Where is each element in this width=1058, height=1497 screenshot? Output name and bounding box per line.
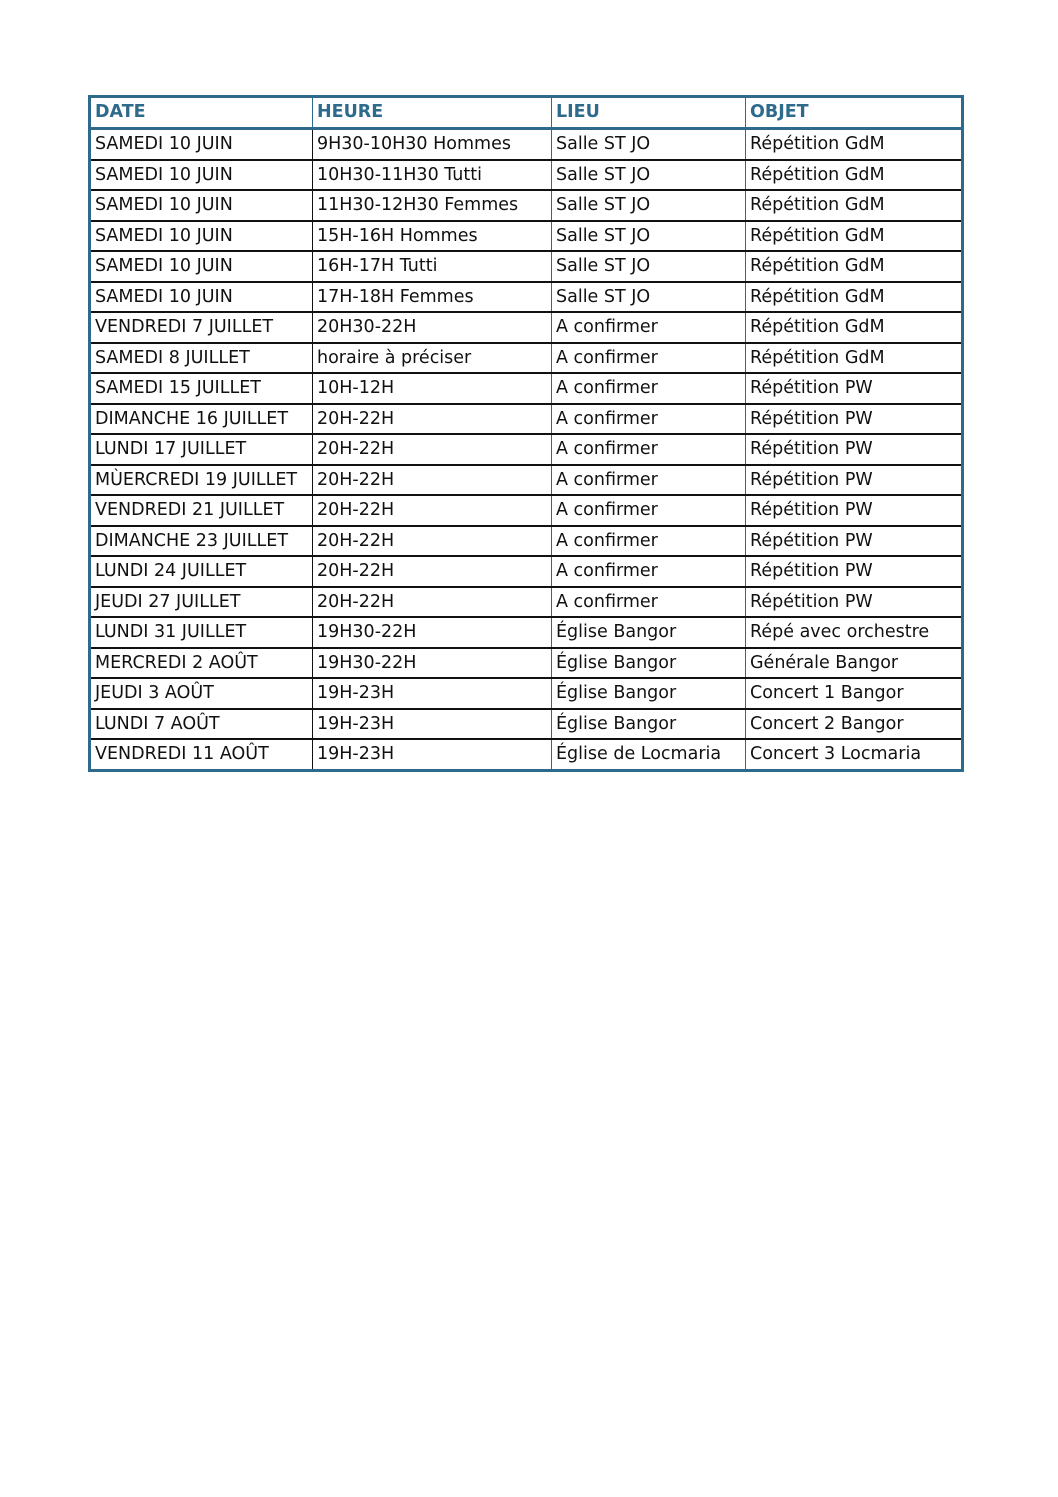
heure-cell: 17H-18H Femmes <box>313 282 552 313</box>
lieu-cell: Église de Locmaria <box>552 739 746 770</box>
objet-cell: Répétition GdM <box>746 251 963 282</box>
table-row <box>90 434 963 465</box>
objet-cell: Répétition PW <box>746 373 963 404</box>
date-cell: SAMEDI 10 JUIN <box>90 282 313 313</box>
lieu-cell: Église Bangor <box>552 709 746 740</box>
date-cell: SAMEDI 8 JUILLET <box>90 343 313 374</box>
date-cell: VENDREDI 11 AOÛT <box>90 739 313 770</box>
lieu-cell: A confirmer <box>552 434 746 465</box>
header-date: DATE <box>90 97 313 129</box>
lieu-cell: Église Bangor <box>552 648 746 679</box>
lieu-cell: A confirmer <box>552 556 746 587</box>
objet-cell: Répétition PW <box>746 587 963 618</box>
table-row <box>90 282 963 313</box>
date-cell: SAMEDI 10 JUIN <box>90 221 313 252</box>
date-cell: JEUDI 3 AOÛT <box>90 678 313 709</box>
objet-cell: Répétition GdM <box>746 129 963 160</box>
table-header <box>90 97 963 129</box>
table-body <box>90 129 963 771</box>
heure-cell: 20H-22H <box>313 404 552 435</box>
date-cell: SAMEDI 10 JUIN <box>90 160 313 191</box>
objet-cell: Concert 2 Bangor <box>746 709 963 740</box>
lieu-cell: A confirmer <box>552 404 746 435</box>
objet-cell: Répétition GdM <box>746 343 963 374</box>
date-cell: JEUDI 27 JUILLET <box>90 587 313 618</box>
heure-cell: 10H-12H <box>313 373 552 404</box>
date-cell: MÙERCREDI 19 JUILLET <box>90 465 313 496</box>
header-lieu: LIEU <box>552 97 746 129</box>
objet-cell: Répétition PW <box>746 434 963 465</box>
date-cell: SAMEDI 10 JUIN <box>90 251 313 282</box>
heure-cell: 20H30-22H <box>313 312 552 343</box>
heure-cell: 20H-22H <box>313 495 552 526</box>
objet-cell: Concert 1 Bangor <box>746 678 963 709</box>
header-heure: HEURE <box>313 97 552 129</box>
table-row <box>90 495 963 526</box>
table-row <box>90 739 963 770</box>
date-cell: VENDREDI 21 JUILLET <box>90 495 313 526</box>
date-cell: LUNDI 7 AOÛT <box>90 709 313 740</box>
objet-cell: Répé avec orchestre <box>746 617 963 648</box>
table-row <box>90 526 963 557</box>
table-row <box>90 617 963 648</box>
heure-cell: 19H-23H <box>313 709 552 740</box>
lieu-cell: Salle ST JO <box>552 160 746 191</box>
table-row <box>90 251 963 282</box>
lieu-cell: Salle ST JO <box>552 221 746 252</box>
heure-cell: 9H30-10H30 Hommes <box>313 129 552 160</box>
heure-cell: 20H-22H <box>313 587 552 618</box>
table-row <box>90 404 963 435</box>
heure-cell: 16H-17H Tutti <box>313 251 552 282</box>
table-row <box>90 556 963 587</box>
table-row <box>90 648 963 679</box>
table-row <box>90 678 963 709</box>
table-row <box>90 373 963 404</box>
date-cell: LUNDI 31 JUILLET <box>90 617 313 648</box>
date-cell: LUNDI 17 JUILLET <box>90 434 313 465</box>
heure-cell: 15H-16H Hommes <box>313 221 552 252</box>
objet-cell: Concert 3 Locmaria <box>750 744 922 764</box>
objet-cell: Répétition PW <box>746 404 963 435</box>
objet-cell: Répétition PW <box>746 465 963 496</box>
table-row <box>90 129 963 160</box>
objet-cell: Répétition GdM <box>746 190 963 221</box>
heure-cell: 20H-22H <box>313 465 552 496</box>
date-cell: VENDREDI 7 JUILLET <box>90 312 313 343</box>
lieu-cell: A confirmer <box>552 312 746 343</box>
lieu-cell: Église Bangor <box>552 617 746 648</box>
table-row <box>90 190 963 221</box>
header-objet: OBJET <box>746 97 963 129</box>
date-cell: LUNDI 24 JUILLET <box>90 556 313 587</box>
lieu-cell: Salle ST JO <box>552 251 746 282</box>
lieu-cell: Salle ST JO <box>552 190 746 221</box>
date-cell: SAMEDI 10 JUIN <box>90 190 313 221</box>
lieu-cell: A confirmer <box>552 526 746 557</box>
table-row <box>90 343 963 374</box>
table-row <box>90 221 963 252</box>
heure-cell: 20H-22H <box>313 556 552 587</box>
lieu-cell: Salle ST JO <box>552 129 746 160</box>
lieu-cell: A confirmer <box>552 465 746 496</box>
table-row <box>90 587 963 618</box>
date-cell: DIMANCHE 23 JUILLET <box>90 526 313 557</box>
schedule-table <box>88 95 964 772</box>
table-row <box>90 160 963 191</box>
objet-cell: Répétition PW <box>746 495 963 526</box>
lieu-cell: A confirmer <box>552 495 746 526</box>
table-row <box>90 312 963 343</box>
date-cell: DIMANCHE 16 JUILLET <box>90 404 313 435</box>
heure-cell: horaire à préciser <box>313 343 552 374</box>
header-row <box>90 97 963 129</box>
heure-cell: 20H-22H <box>313 526 552 557</box>
objet-cell: Générale Bangor <box>746 648 963 679</box>
heure-cell: 19H30-22H <box>313 648 552 679</box>
date-cell: SAMEDI 10 JUIN <box>90 129 313 160</box>
objet-cell: Répétition GdM <box>746 160 963 191</box>
objet-cell: Répétition PW <box>746 526 963 557</box>
lieu-cell: Salle ST JO <box>552 282 746 313</box>
lieu-cell: A confirmer <box>552 373 746 404</box>
heure-cell: 19H-23H <box>313 739 552 770</box>
objet-cell: Répétition PW <box>746 556 963 587</box>
table-row <box>90 465 963 496</box>
objet-cell: Répétition GdM <box>746 221 963 252</box>
heure-cell: 19H30-22H <box>313 617 552 648</box>
table-row <box>90 709 963 740</box>
heure-cell: 20H-22H <box>313 434 552 465</box>
objet-cell: Répétition GdM <box>746 312 963 343</box>
lieu-cell: A confirmer <box>552 343 746 374</box>
objet-cell: Répétition GdM <box>746 282 963 313</box>
heure-cell: 10H30-11H30 Tutti <box>313 160 552 191</box>
heure-cell: 19H-23H <box>313 678 552 709</box>
date-cell: SAMEDI 15 JUILLET <box>90 373 313 404</box>
lieu-cell: Église Bangor <box>552 678 746 709</box>
heure-cell: 11H30-12H30 Femmes <box>313 190 552 221</box>
date-cell: MERCREDI 2 AOÛT <box>90 648 313 679</box>
lieu-cell: A confirmer <box>552 587 746 618</box>
